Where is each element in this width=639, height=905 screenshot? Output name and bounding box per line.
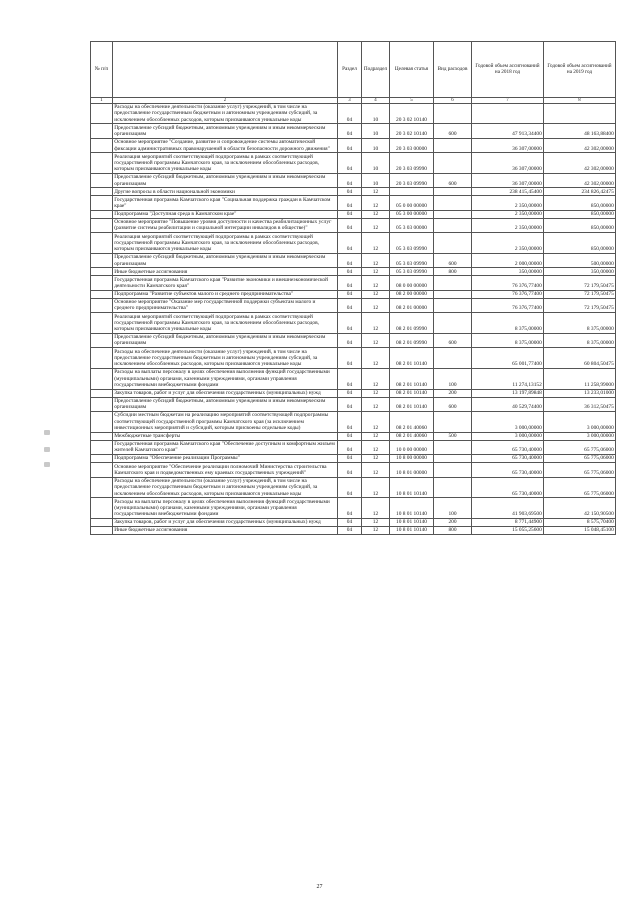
row-target: 08 2 00 00000 — [390, 290, 434, 298]
row-subsection: 12 — [362, 298, 390, 312]
row-amount-2019: 72 179,50475 — [544, 290, 616, 298]
row-section: 04 — [338, 298, 362, 312]
column-number: 4 — [362, 97, 390, 103]
column-number: 1 — [91, 97, 113, 103]
row-target: 08 2 01 09990 — [390, 313, 434, 334]
row-exp-type: 100 — [434, 498, 472, 519]
row-exp-type — [434, 276, 472, 290]
row-exp-type: 800 — [434, 526, 472, 534]
row-name: Другие вопросы в области национальной экономики — [113, 188, 338, 196]
row-exp-type — [434, 313, 472, 334]
row-subsection: 12 — [362, 389, 390, 397]
table-row — [91, 440, 616, 454]
row-section: 04 — [338, 196, 362, 210]
row-subsection: 10 — [362, 153, 390, 174]
row-amount-2018: 36 307,00000 — [472, 138, 544, 152]
column-number: 3 — [338, 97, 362, 103]
budget-table — [90, 41, 616, 535]
row-name: Закупка товаров, работ и услуг для обеспечения государственных (муниципальных) нужд — [113, 389, 338, 397]
row-subsection: 12 — [362, 440, 390, 454]
row-target: 05 3 03 09990 — [390, 233, 434, 254]
row-section: 04 — [338, 153, 362, 174]
row-number — [91, 276, 113, 290]
header-2018: Годовой объем ассигнований на 2018 год — [472, 42, 544, 98]
row-amount-2018: 36 307,00000 — [472, 173, 544, 187]
row-exp-type — [434, 233, 472, 254]
row-name: Основное мероприятие "Оказание мер государственной поддержки субъектам малого и среднего предпринимательства" — [113, 298, 338, 312]
row-section: 04 — [338, 432, 362, 440]
row-exp-type — [434, 455, 472, 463]
row-name: Предоставление субсидий бюджетным, автономным учреждениям и иным некоммерческим организациям — [113, 397, 338, 411]
row-target: 20 3 03 00000 — [390, 138, 434, 152]
row-section: 04 — [338, 389, 362, 397]
row-amount-2019: 8 575,70400 — [544, 518, 616, 526]
row-target: 08 2 01 10140 — [390, 368, 434, 389]
table-row — [91, 526, 616, 534]
row-name: Реализация мероприятий соответствующей подпрограммы в рамках соответствующей государственной программы Камчатского края, за исключением обособленных расходов, которым присваиваются уникальные коды — [113, 153, 338, 174]
row-number — [91, 498, 113, 519]
table-row — [91, 196, 616, 210]
row-amount-2018: 76 376,77400 — [472, 298, 544, 312]
row-amount-2019: 42 302,00000 — [544, 138, 616, 152]
row-name: Расходы на обеспечение деятельности (оказание услуг) учреждений, в том числе на предоставление государственным бюджетным и автономным учреждениям субсидий, за исключением обособленных расходов, которым присваиваются уникальные коды — [113, 103, 338, 124]
row-name: Расходы на выплаты персоналу в целях обеспечения выполнения функций государственными (муниципальными) органами, казенными учреждениями, органами управления государственными внебюджетными фондами — [113, 368, 338, 389]
row-amount-2018: 8 375,00000 — [472, 333, 544, 347]
row-amount-2019: 72 179,50475 — [544, 298, 616, 312]
table-row — [91, 498, 616, 519]
row-amount-2019: 850,00000 — [544, 233, 616, 254]
row-amount-2019: 65 775,06000 — [544, 463, 616, 477]
column-number: 8 — [544, 97, 616, 103]
row-subsection: 12 — [362, 313, 390, 334]
row-amount-2019: 850,00000 — [544, 196, 616, 210]
row-amount-2018: 13 197,89848 — [472, 389, 544, 397]
row-subsection: 10 — [362, 103, 390, 124]
table-row — [91, 188, 616, 196]
row-subsection: 12 — [362, 210, 390, 218]
row-amount-2019: 72 179,50475 — [544, 276, 616, 290]
row-number — [91, 218, 113, 232]
row-name: Предоставление субсидий бюджетным, автономным учреждениям и иным некоммерческим организациям — [113, 173, 338, 187]
row-number — [91, 138, 113, 152]
header-section: Раздел — [338, 42, 362, 98]
row-amount-2018: 76 376,77400 — [472, 290, 544, 298]
row-section: 04 — [338, 290, 362, 298]
row-subsection: 12 — [362, 432, 390, 440]
header-num: № п/п — [91, 42, 113, 98]
row-amount-2019: 3 000,00000 — [544, 432, 616, 440]
table-row — [91, 173, 616, 187]
row-name: Подпрограмма "Развитие субъектов малого и среднего предпринимательства" — [113, 290, 338, 298]
row-amount-2018: 11 274,13152 — [472, 368, 544, 389]
row-name: Реализация мероприятий соответствующей подпрограммы в рамках соответствующей государственной программы Камчатского края, за исключением обособленных расходов, которым присваиваются уникальные коды — [113, 313, 338, 334]
row-exp-type: 600 — [434, 173, 472, 187]
row-amount-2019: 850,00000 — [544, 218, 616, 232]
row-exp-type — [434, 188, 472, 196]
row-amount-2018: 2 350,00000 — [472, 210, 544, 218]
table-row — [91, 298, 616, 312]
row-number — [91, 389, 113, 397]
row-exp-type — [434, 138, 472, 152]
row-amount-2018: 3 000,00000 — [472, 432, 544, 440]
row-amount-2019: 350,00000 — [544, 268, 616, 276]
row-number — [91, 173, 113, 187]
row-name: Иные бюджетные ассигнования — [113, 526, 338, 534]
row-amount-2019: 65 775,06000 — [544, 455, 616, 463]
row-section: 04 — [338, 498, 362, 519]
row-amount-2018: 8 771,44900 — [472, 518, 544, 526]
row-name: Расходы на обеспечение деятельности (оказание услуг) учреждений, в том числе на предоставление государственным бюджетным и автономным учреждениям субсидий, за исключением обособленных расходов, которым присваиваются уникальные коды — [113, 477, 338, 498]
table-row — [91, 389, 616, 397]
row-exp-type — [434, 411, 472, 432]
table-row — [91, 432, 616, 440]
row-target: 10 8 00 00000 — [390, 455, 434, 463]
table-row — [91, 218, 616, 232]
row-subsection: 12 — [362, 268, 390, 276]
row-target: 08 2 01 40060 — [390, 411, 434, 432]
row-number — [91, 411, 113, 432]
row-section: 04 — [338, 313, 362, 334]
column-number: 6 — [434, 97, 472, 103]
row-subsection: 12 — [362, 233, 390, 254]
row-target: 05 3 03 00000 — [390, 218, 434, 232]
row-subsection: 12 — [362, 333, 390, 347]
row-section: 04 — [338, 268, 362, 276]
row-amount-2019: 8 375,00000 — [544, 313, 616, 334]
row-section: 04 — [338, 124, 362, 138]
row-exp-type — [434, 348, 472, 369]
row-amount-2019: 500,00000 — [544, 253, 616, 267]
row-exp-type: 200 — [434, 518, 472, 526]
row-exp-type — [434, 196, 472, 210]
row-section: 04 — [338, 210, 362, 218]
row-amount-2019: 65 775,06000 — [544, 477, 616, 498]
row-number — [91, 397, 113, 411]
row-subsection: 12 — [362, 463, 390, 477]
row-section: 04 — [338, 333, 362, 347]
row-target: 10 8 01 10140 — [390, 498, 434, 519]
page-number: 27 — [316, 884, 323, 890]
row-amount-2018: 47 913,34400 — [472, 124, 544, 138]
row-subsection: 12 — [362, 455, 390, 463]
row-name: Предоставление субсидий бюджетным, автономным учреждениям и иным некоммерческим организациям — [113, 253, 338, 267]
row-section: 04 — [338, 440, 362, 454]
table-row — [91, 210, 616, 218]
row-subsection: 12 — [362, 498, 390, 519]
row-subsection: 12 — [362, 276, 390, 290]
row-amount-2019: 42 150,90500 — [544, 498, 616, 519]
row-target: 10 8 01 10140 — [390, 526, 434, 534]
row-section: 04 — [338, 348, 362, 369]
row-amount-2018: 3 000,00000 — [472, 411, 544, 432]
row-amount-2019: 8 375,00000 — [544, 333, 616, 347]
row-section: 04 — [338, 477, 362, 498]
row-number — [91, 196, 113, 210]
row-section: 04 — [338, 411, 362, 432]
row-number — [91, 210, 113, 218]
row-target: 08 2 01 00000 — [390, 298, 434, 312]
table-row — [91, 368, 616, 389]
row-number — [91, 103, 113, 124]
row-amount-2018: 15 055,25600 — [472, 526, 544, 534]
row-number — [91, 188, 113, 196]
row-subsection: 12 — [362, 188, 390, 196]
header-subsection: Подраздел — [362, 42, 390, 98]
row-amount-2019: 60 804,50475 — [544, 348, 616, 369]
header-2019: Годовой объем ассигнований на 2019 год — [544, 42, 616, 98]
row-name: Субсидии местным бюджетам на реализацию мероприятий соответствующей подпрограммы соответствующей государственной программы Камчатского края (за исключением инвестиционных мероприятий и субсидий, которым присвоены отдельные коды) — [113, 411, 338, 432]
row-subsection: 12 — [362, 348, 390, 369]
row-subsection: 12 — [362, 518, 390, 526]
row-amount-2018: 238 415,45400 — [472, 188, 544, 196]
row-target: 10 0 00 00000 — [390, 440, 434, 454]
table-row — [91, 477, 616, 498]
row-name: Основное мероприятие "Обеспечение реализации полномочий Министерства строительства Камчатского края и подведомственных ему краевых государственных учреждений" — [113, 463, 338, 477]
row-name: Основное мероприятие "Повышение уровня доступности и качества реабилитационных услуг (развитие системы реабилитации и социальной интеграции инвалидов в обществе)" — [113, 218, 338, 232]
table-row — [91, 411, 616, 432]
row-name: Расходы на выплаты персоналу в целях обеспечения выполнения функций государственными (муниципальными) органами, казенными учреждениями, органами управления государственными внебюджетными фондами — [113, 498, 338, 519]
row-number — [91, 268, 113, 276]
row-target: 05 0 00 00000 — [390, 196, 434, 210]
row-exp-type: 600 — [434, 397, 472, 411]
row-subsection: 12 — [362, 526, 390, 534]
table-row — [91, 455, 616, 463]
row-target: 20 3 02 10140 — [390, 103, 434, 124]
column-number: 2 — [113, 97, 338, 103]
row-exp-type: 600 — [434, 253, 472, 267]
row-name: Государственная программа Камчатского края "Обеспечение доступным и комфортным жильем жителей Камчатского края" — [113, 440, 338, 454]
row-number — [91, 368, 113, 389]
row-section: 04 — [338, 173, 362, 187]
row-number — [91, 290, 113, 298]
row-subsection: 12 — [362, 397, 390, 411]
row-exp-type — [434, 477, 472, 498]
row-amount-2018: 65 001,77400 — [472, 348, 544, 369]
table-row — [91, 333, 616, 347]
row-amount-2019: 15 048,45100 — [544, 526, 616, 534]
table-body — [91, 103, 616, 534]
table-row — [91, 124, 616, 138]
row-section: 04 — [338, 253, 362, 267]
row-subsection: 10 — [362, 173, 390, 187]
row-amount-2019: 3 000,00000 — [544, 411, 616, 432]
row-target: 20 3 03 09990 — [390, 173, 434, 187]
row-exp-type — [434, 103, 472, 124]
row-amount-2019: 42 302,00000 — [544, 173, 616, 187]
row-number — [91, 333, 113, 347]
row-amount-2019: 65 775,06000 — [544, 440, 616, 454]
row-exp-type: 600 — [434, 124, 472, 138]
row-amount-2018: 2 000,00000 — [472, 253, 544, 267]
table-row — [91, 348, 616, 369]
row-amount-2018: 76 376,77400 — [472, 276, 544, 290]
row-exp-type — [434, 210, 472, 218]
row-section: 04 — [338, 368, 362, 389]
row-amount-2019 — [544, 103, 616, 124]
column-number: 7 — [472, 97, 544, 103]
row-section: 04 — [338, 397, 362, 411]
row-target: 08 2 01 10140 — [390, 397, 434, 411]
row-target: 05 3 00 00000 — [390, 210, 434, 218]
table-row — [91, 153, 616, 174]
row-subsection: 12 — [362, 368, 390, 389]
row-target: 08 2 01 10140 — [390, 389, 434, 397]
row-number — [91, 253, 113, 267]
row-exp-type — [434, 298, 472, 312]
row-amount-2018: 65 730,40000 — [472, 463, 544, 477]
table-row — [91, 463, 616, 477]
column-number: 5 — [390, 97, 434, 103]
row-subsection: 10 — [362, 124, 390, 138]
row-subsection: 12 — [362, 218, 390, 232]
row-name: Предоставление субсидий бюджетным, автономным учреждениям и иным некоммерческим организациям — [113, 124, 338, 138]
row-section: 04 — [338, 518, 362, 526]
row-section: 04 — [338, 276, 362, 290]
header-name — [113, 42, 338, 98]
row-amount-2019: 48 163,88400 — [544, 124, 616, 138]
row-number — [91, 455, 113, 463]
row-exp-type: 600 — [434, 333, 472, 347]
row-number — [91, 124, 113, 138]
table-row — [91, 103, 616, 124]
row-target: 20 3 02 10140 — [390, 124, 434, 138]
row-amount-2019: 36 312,50475 — [544, 397, 616, 411]
table-row — [91, 233, 616, 254]
row-amount-2018: 36 307,00000 — [472, 153, 544, 174]
row-amount-2018: 8 375,00000 — [472, 313, 544, 334]
row-number — [91, 298, 113, 312]
row-exp-type: 500 — [434, 432, 472, 440]
row-exp-type — [434, 463, 472, 477]
row-exp-type — [434, 440, 472, 454]
row-amount-2018: 2 350,00000 — [472, 233, 544, 254]
table-row — [91, 290, 616, 298]
row-number — [91, 233, 113, 254]
row-amount-2018: 2 350,00000 — [472, 196, 544, 210]
row-exp-type — [434, 290, 472, 298]
row-name: Межбюджетные трансферты — [113, 432, 338, 440]
row-amount-2018: 41 903,69500 — [472, 498, 544, 519]
scan-mark — [44, 447, 50, 452]
table-row — [91, 518, 616, 526]
row-number — [91, 526, 113, 534]
row-target: 20 3 03 09990 — [390, 153, 434, 174]
table-header-row — [91, 42, 616, 98]
row-exp-type — [434, 218, 472, 232]
row-amount-2018: 65 730,40000 — [472, 455, 544, 463]
row-exp-type: 200 — [434, 389, 472, 397]
row-subsection: 10 — [362, 138, 390, 152]
row-amount-2019: 234 826,42475 — [544, 188, 616, 196]
row-number — [91, 432, 113, 440]
row-name: Предоставление субсидий бюджетным, автономным учреждениям и иным некоммерческим организациям — [113, 333, 338, 347]
row-amount-2019: 850,00000 — [544, 210, 616, 218]
row-amount-2019: 13 233,01000 — [544, 389, 616, 397]
row-section: 04 — [338, 455, 362, 463]
row-subsection: 12 — [362, 253, 390, 267]
row-target: 08 2 01 09990 — [390, 333, 434, 347]
row-subsection: 12 — [362, 196, 390, 210]
row-number — [91, 440, 113, 454]
row-amount-2019: 11 258,99000 — [544, 368, 616, 389]
header-exp-type: Вид расходов — [434, 42, 472, 98]
row-name: Подпрограмма "Доступная среда в Камчатском крае" — [113, 210, 338, 218]
row-number — [91, 518, 113, 526]
row-target — [390, 188, 434, 196]
row-name: Реализация мероприятий соответствующей подпрограммы в рамках соответствующей государственной программы Камчатского края, за исключением обособленных расходов, которым присваиваются уникальные коды — [113, 233, 338, 254]
row-section: 04 — [338, 233, 362, 254]
table-row — [91, 253, 616, 267]
row-name: Закупка товаров, работ и услуг для обеспечения государственных (муниципальных) нужд — [113, 518, 338, 526]
row-target: 05 3 03 09990 — [390, 253, 434, 267]
table-row — [91, 397, 616, 411]
row-section: 04 — [338, 526, 362, 534]
scan-mark — [44, 430, 50, 435]
row-name: Государственная программа Камчатского края "Социальная поддержка граждан в Камчатском крае" — [113, 196, 338, 210]
row-name: Основное мероприятие "Создание, развитие и сопровождение системы автоматической фиксации административных правонарушений в области безопасности дорожного движения" — [113, 138, 338, 152]
table-row — [91, 313, 616, 334]
header-target: Целевая статья — [390, 42, 434, 98]
row-number — [91, 463, 113, 477]
row-target: 10 8 01 00000 — [390, 463, 434, 477]
table-row — [91, 276, 616, 290]
row-number — [91, 153, 113, 174]
row-amount-2018: 350,00000 — [472, 268, 544, 276]
row-subsection: 12 — [362, 477, 390, 498]
row-number — [91, 313, 113, 334]
row-amount-2018: 40 529,74400 — [472, 397, 544, 411]
table-row — [91, 138, 616, 152]
row-exp-type — [434, 153, 472, 174]
row-section: 04 — [338, 138, 362, 152]
row-subsection: 12 — [362, 290, 390, 298]
row-target: 10 8 01 10140 — [390, 518, 434, 526]
row-target: 08 2 01 40060 — [390, 432, 434, 440]
row-number — [91, 348, 113, 369]
row-name: Государственная программа Камчатского края "Развитие экономики и внешнеэкономической деятельности Камчатского края" — [113, 276, 338, 290]
row-amount-2019: 42 302,00000 — [544, 153, 616, 174]
row-name: Подпрограмма "Обеспечение реализации Программы" — [113, 455, 338, 463]
row-name: Расходы на обеспечение деятельности (оказание услуг) учреждений, в том числе на предоставление государственным бюджетным и автономным учреждениям субсидий, за исключением обособленных расходов, которым присваиваются уникальные коды — [113, 348, 338, 369]
row-section: 04 — [338, 218, 362, 232]
table-row — [91, 268, 616, 276]
row-target: 08 2 01 10140 — [390, 348, 434, 369]
row-target: 05 3 03 09990 — [390, 268, 434, 276]
row-target: 10 8 01 10140 — [390, 477, 434, 498]
row-amount-2018: 65 730,40000 — [472, 440, 544, 454]
row-amount-2018: 65 730,40000 — [472, 477, 544, 498]
row-section: 04 — [338, 188, 362, 196]
row-exp-type: 800 — [434, 268, 472, 276]
row-section: 04 — [338, 463, 362, 477]
row-name: Иные бюджетные ассигнования — [113, 268, 338, 276]
row-section: 04 — [338, 103, 362, 124]
row-number — [91, 477, 113, 498]
row-target: 08 0 00 00000 — [390, 276, 434, 290]
row-amount-2018 — [472, 103, 544, 124]
row-exp-type: 100 — [434, 368, 472, 389]
row-amount-2018: 2 350,00000 — [472, 218, 544, 232]
row-subsection: 12 — [362, 411, 390, 432]
scan-mark — [44, 462, 50, 467]
